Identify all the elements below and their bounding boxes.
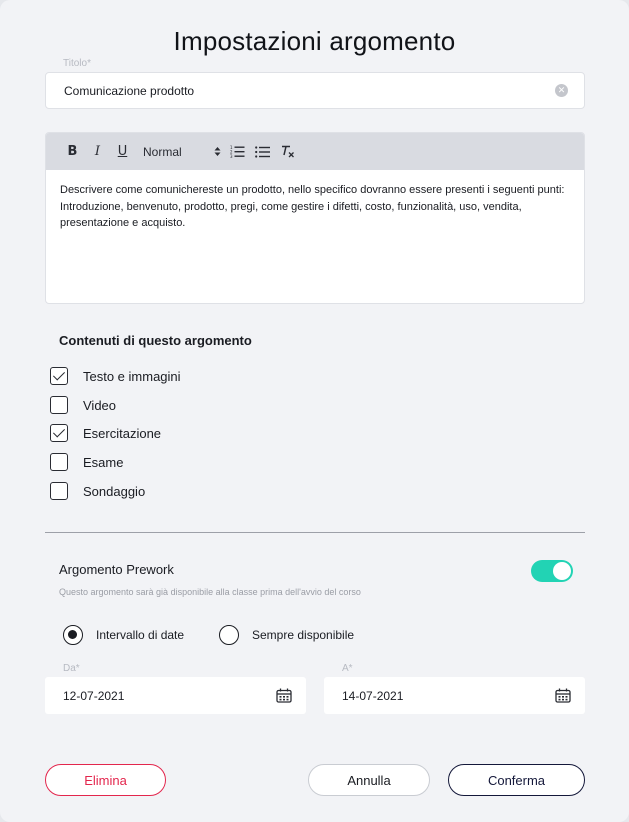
calendar-icon[interactable] [276, 688, 292, 703]
checkbox-esame[interactable] [50, 453, 68, 471]
dialog-title: Impostazioni argomento [173, 26, 456, 56]
svg-text:3: 3 [230, 154, 233, 158]
to-date-label: A* [342, 663, 353, 674]
checkbox-row-testo-immagini[interactable] [50, 367, 181, 385]
calendar-icon[interactable] [555, 688, 571, 703]
checkbox-row-video[interactable] [50, 396, 116, 414]
from-date-value: 12-07-2021 [63, 688, 125, 703]
delete-button[interactable]: Elimina [45, 764, 166, 796]
title-input[interactable] [45, 72, 585, 109]
italic-button[interactable]: I [94, 144, 101, 159]
format-select-value: Normal [143, 144, 182, 159]
prework-description: Questo argomento sarà già disponibile alla classe prima dell'avvio del corso [59, 587, 361, 597]
checkbox-label: Esame [83, 454, 124, 470]
checkbox-video[interactable] [50, 396, 68, 414]
from-date-label: Da* [63, 663, 80, 674]
title-field-label: Titolo* [63, 58, 91, 69]
underline-button[interactable]: U [117, 144, 128, 159]
to-date-value: 14-07-2021 [342, 688, 404, 703]
radio-button-date-range[interactable] [63, 625, 83, 645]
checkbox-label: Esercitazione [83, 425, 162, 441]
editor-content[interactable]: Descrivere come comunichereste un prodotto, nello specifico dovranno essere presenti i seguenti punti: Introduzione, benvenuto, prodotto, pregi, come gestire i difetti, costo, funzionalità, uso, vendita, presentazione e acquisto. [60, 184, 565, 229]
checkbox-esercitazione[interactable] [50, 424, 68, 442]
clear-format-icon[interactable] [275, 142, 300, 162]
radio-label: Intervallo di date [96, 628, 185, 642]
format-select[interactable] [143, 145, 225, 159]
bold-button[interactable]: B [67, 144, 78, 159]
from-date-input[interactable] [45, 677, 306, 714]
to-date-input[interactable] [324, 677, 585, 714]
clear-icon[interactable]: ✕ [555, 84, 568, 97]
toggle-knob [553, 562, 571, 580]
checkbox-sondaggio[interactable] [50, 482, 68, 500]
radio-button-always-available[interactable] [219, 625, 239, 645]
checkbox-label: Testo e immagini [83, 368, 181, 384]
checkbox-row-esercitazione[interactable] [50, 424, 161, 442]
description-editor [45, 132, 585, 304]
editor-toolbar [46, 133, 584, 170]
select-arrows-icon [214, 146, 221, 157]
bullet-list-icon[interactable] [250, 142, 275, 162]
confirm-button[interactable]: Conferma [448, 764, 585, 796]
svg-text:1: 1 [230, 145, 233, 150]
prework-title: Argomento Prework [59, 562, 174, 577]
contents-section-title: Contenuti di questo argomento [59, 333, 252, 348]
title-input-value: Comunicazione prodotto [64, 83, 195, 98]
checkbox-row-esame[interactable] [50, 453, 123, 471]
svg-text:2: 2 [230, 149, 233, 155]
radio-date-range[interactable] [63, 625, 184, 645]
ordered-list-icon[interactable] [225, 142, 250, 162]
section-divider [45, 532, 585, 533]
checkbox-label: Sondaggio [83, 483, 146, 499]
radio-label: Sempre disponibile [252, 628, 355, 642]
cancel-button[interactable]: Annulla [308, 764, 430, 796]
prework-toggle[interactable] [531, 560, 573, 582]
checkbox-testo-immagini[interactable] [50, 367, 68, 385]
checkbox-label: Video [83, 397, 117, 413]
checkbox-row-sondaggio[interactable] [50, 482, 145, 500]
radio-always-available[interactable] [219, 625, 354, 645]
